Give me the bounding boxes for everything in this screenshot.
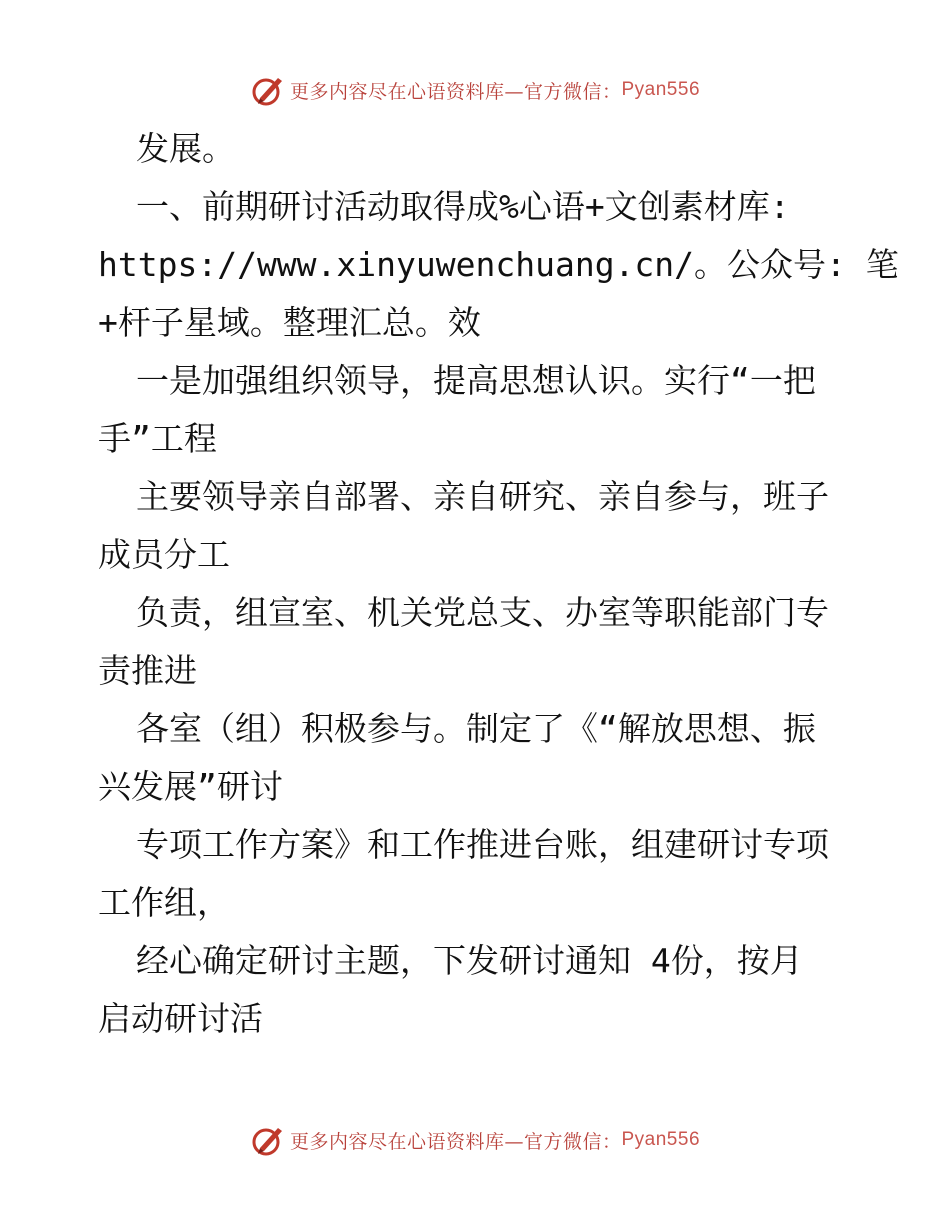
pen-circle-icon	[250, 1122, 286, 1158]
paragraph-line: 一是加强组织领导，提高思想认识。实行“一把	[136, 361, 816, 400]
paragraph-line: 各室（组）积极参与。制定了《“解放思想、振	[136, 709, 816, 748]
watermark-wechat-id: Pyan556	[621, 79, 701, 100]
footer-watermark	[0, 1120, 950, 1160]
paragraph-line: 启动研讨活	[98, 999, 263, 1038]
paragraph-line: 责推进	[98, 651, 197, 690]
paragraph-line: 负责，组宣室、机关党总支、办室等职能部门专	[136, 593, 829, 632]
watermark-text: 更多内容尽在心语资料库—官方微信：	[289, 80, 622, 103]
watermark-text: 更多内容尽在心语资料库—官方微信：	[289, 1130, 622, 1153]
paragraph-line: 兴发展”研讨	[98, 767, 283, 806]
paragraph-line: +杆子星域。整理汇总。效	[98, 303, 481, 342]
pen-circle-icon	[250, 72, 286, 108]
paragraph-line: 主要领导亲自部署、亲自研究、亲自参与，班子	[136, 477, 829, 516]
document-body	[98, 120, 899, 1048]
paragraph-line: 成员分工	[98, 535, 230, 574]
paragraph-line: 发展。	[136, 129, 235, 168]
section-heading: 一、前期研讨活动取得成%心语+文创素材库:	[136, 187, 790, 226]
paragraph-line: 经心确定研讨主题，下发研讨通知 4份，按月	[136, 941, 803, 980]
header-watermark	[0, 70, 950, 110]
paragraph-line: https://www.xinyuwenchuang.cn/。公众号: 笔	[98, 245, 899, 284]
watermark-wechat-id: Pyan556	[621, 1129, 701, 1150]
paragraph-line: 工作组，	[98, 883, 230, 922]
paragraph-line: 手”工程	[98, 419, 217, 458]
paragraph-line: 专项工作方案》和工作推进台账，组建研讨专项	[136, 825, 829, 864]
